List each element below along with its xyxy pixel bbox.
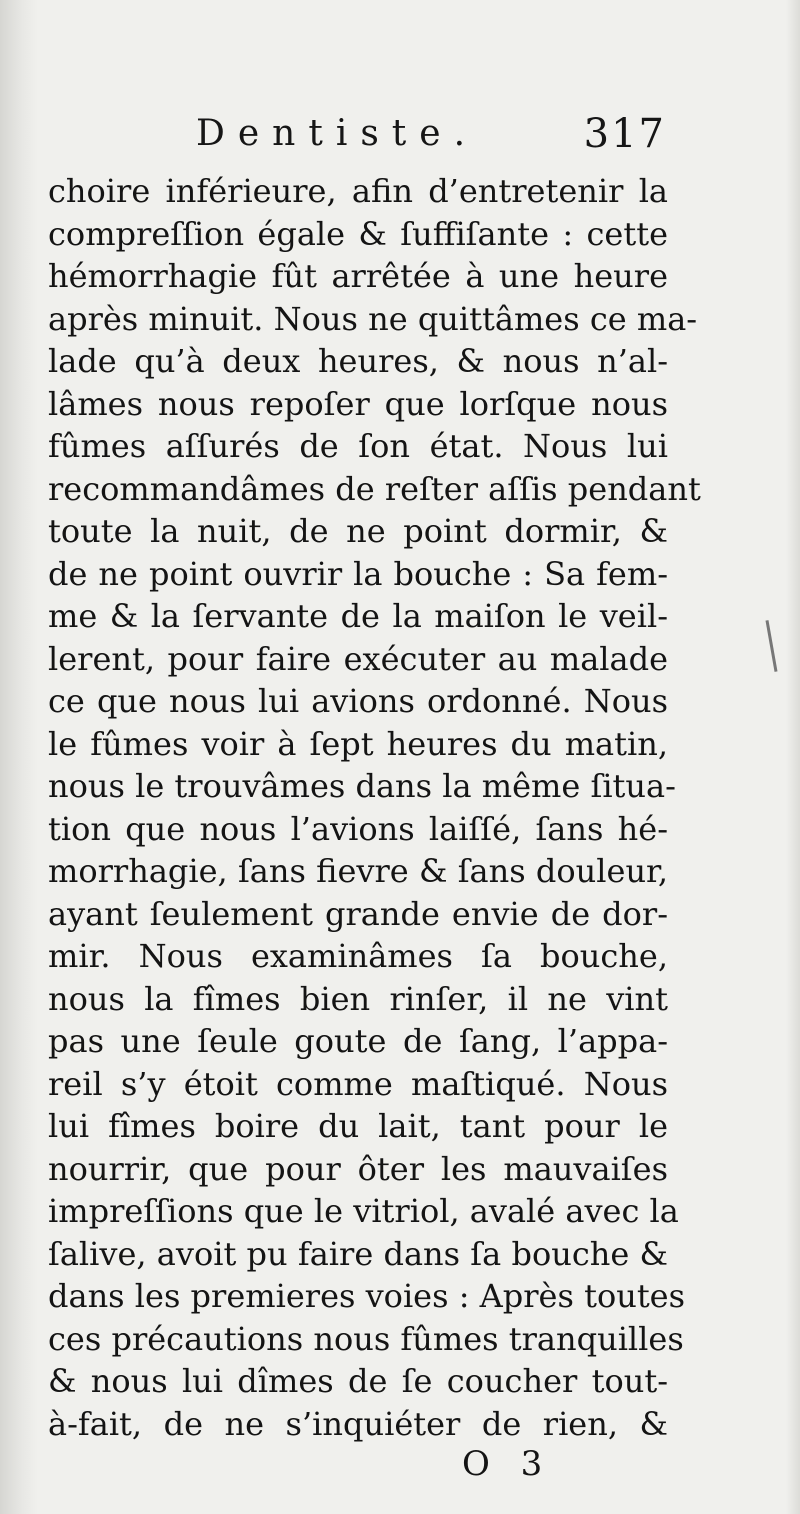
text-line: nourrir, que pour ôter les mauvaiſes: [48, 1149, 668, 1188]
text-line: fûmes aſſurés de ſon état. Nous lui: [48, 427, 668, 465]
text-line: me & la ſervante de la maiſon le veil-: [48, 597, 668, 635]
page-number: 317: [583, 111, 666, 157]
page-edge-shadow: [786, 0, 800, 1514]
text-line: de ne point ouvrir la bouche : Sa fem-: [48, 554, 668, 593]
text-line: mir. Nous examinâmes ſa bouche,: [48, 937, 668, 975]
page-header: [196, 106, 666, 166]
text-line: choire inférieure, afin d’entretenir la: [48, 172, 668, 210]
text-line: ayant ſeulement grande envie de dor-: [48, 894, 668, 933]
signature-mark: O 3: [462, 1444, 553, 1484]
text-line: ce que nous lui avions ordonné. Nous: [48, 682, 668, 720]
text-line: tion que nous l’avions laiſſé, ſans hé-: [48, 809, 668, 848]
text-line: toute la nuit, de ne point dormir, &: [48, 512, 668, 550]
text-line: morrhagie, ſans fievre & ſans douleur,: [48, 852, 668, 890]
text-line: nous la fîmes bien rinſer, il ne vint: [48, 979, 668, 1018]
running-title: Dentiste.: [196, 113, 479, 154]
text-line: hémorrhagie fût arrêtée à une heure: [48, 257, 668, 295]
text-line: ces précautions nous fûmes tranquilles: [48, 1319, 684, 1358]
text-line: lerent, pour faire exécuter au malade: [48, 639, 668, 678]
text-line: lade qu’à deux heures, & nous n’al-: [48, 342, 668, 380]
body-text: [48, 170, 701, 1445]
text-line: ſalive, avoit pu faire dans ſa bouche &: [48, 1234, 668, 1273]
gutter-shadow: [0, 0, 38, 1514]
text-line: dans les premieres voies : Après toutes: [48, 1277, 686, 1315]
text-line: impreſſions que le vitriol, avalé avec la: [48, 1192, 679, 1230]
text-line: pas une ſeule goute de ſang, l’appa-: [48, 1022, 668, 1060]
text-line: nous le trouvâmes dans la même ſitua-: [48, 767, 676, 805]
text-line: & nous lui dîmes de ſe coucher tout-: [48, 1362, 668, 1400]
margin-mark: [766, 620, 778, 672]
text-line: reil s’y étoit comme maſtiqué. Nous: [48, 1064, 668, 1103]
text-line: le fûmes voir à ſept heures du matin,: [48, 724, 668, 763]
text-line: lui fîmes boire du lait, tant pour le: [48, 1107, 668, 1145]
text-line: lâmes nous repoſer que lorſque nous: [48, 384, 668, 423]
text-line: à-fait, de ne s’inquiéter de rien, &: [48, 1404, 668, 1443]
text-line: après minuit. Nous ne quittâmes ce ma-: [48, 299, 698, 338]
text-line: compreſſion égale & ſuffiſante : cette: [48, 214, 668, 253]
text-line: recommandâmes de reſter aſſis pendant: [48, 469, 701, 508]
